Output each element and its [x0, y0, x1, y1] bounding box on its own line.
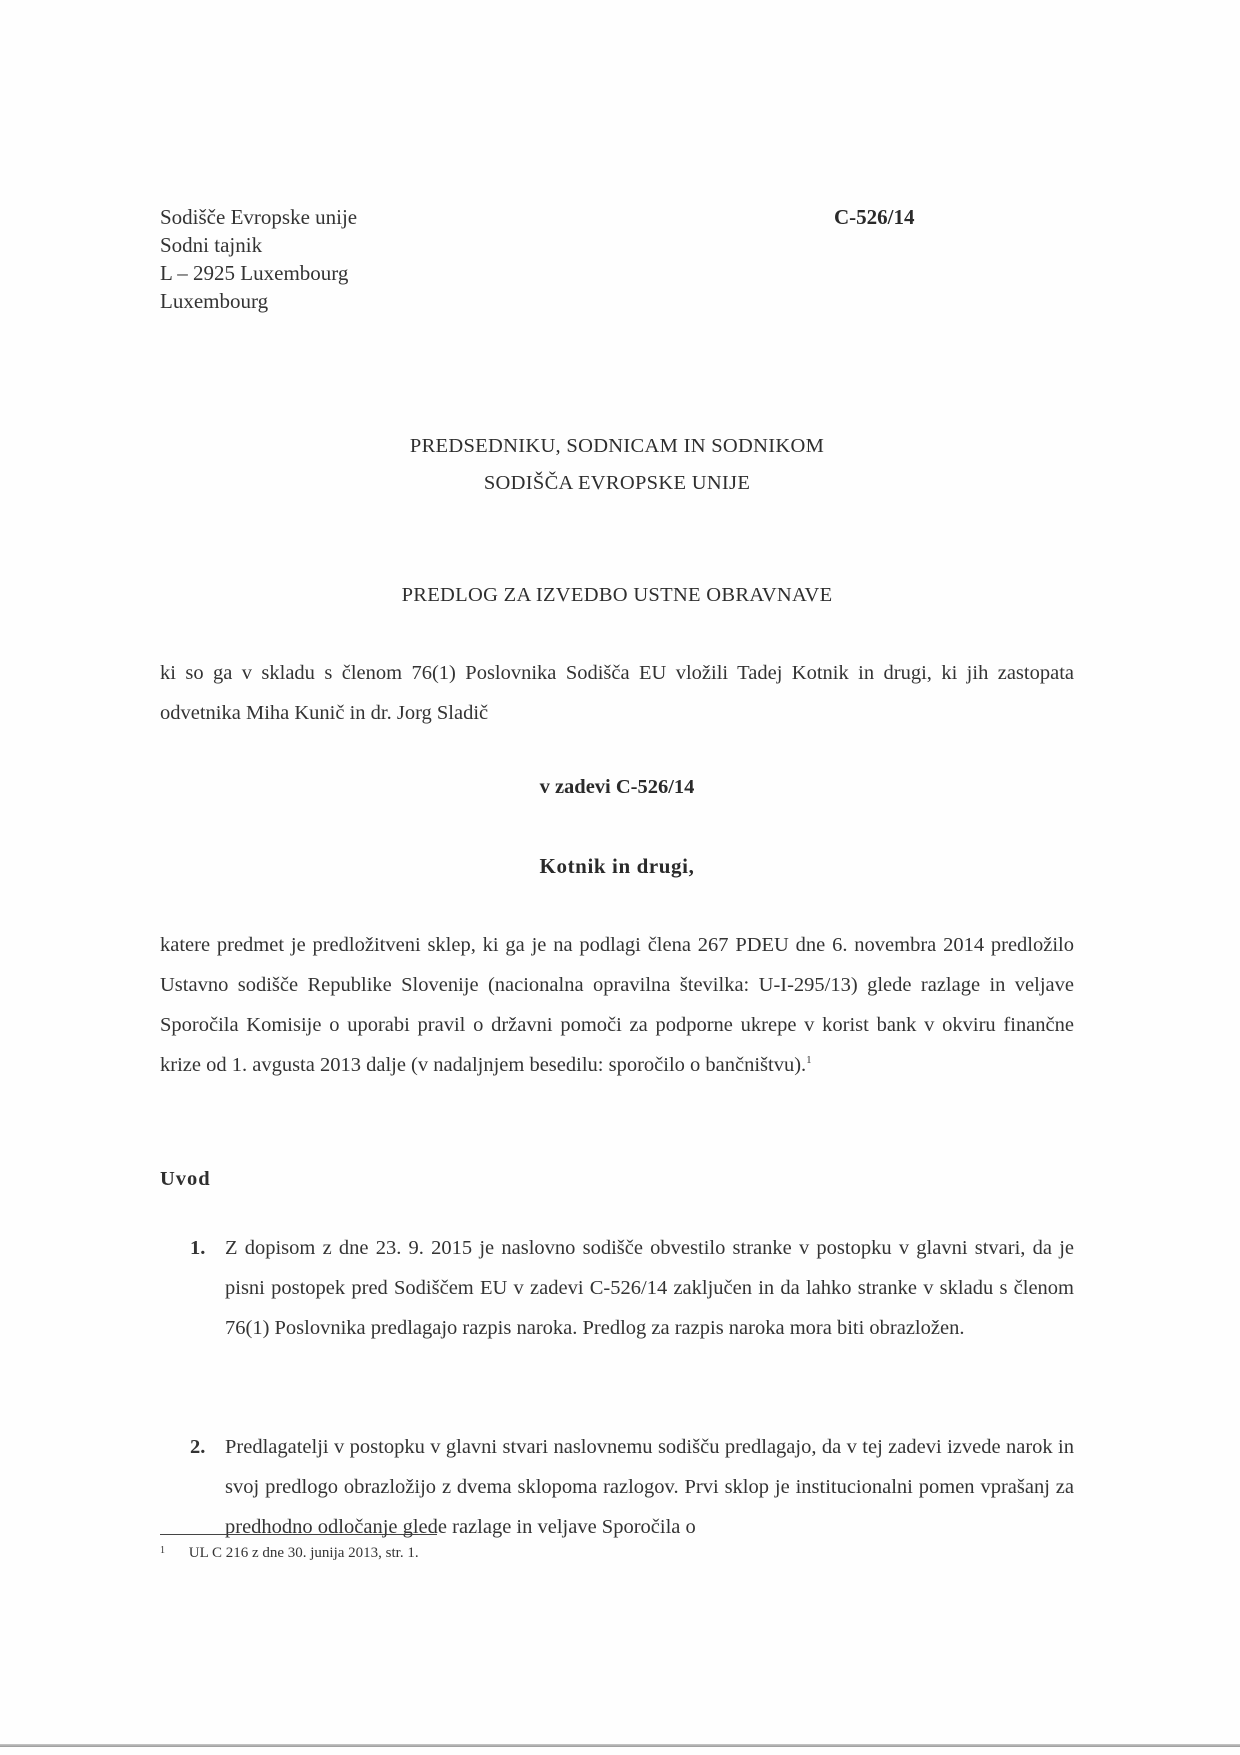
address-line: Luxembourg — [160, 289, 269, 313]
address-line: L – 2925 Luxembourg — [160, 261, 349, 285]
address-line: Sodišče Evropske unije — [160, 205, 358, 229]
subject-paragraph-text: katere predmet je predložitveni sklep, ki ga je na podlagi člena 267 PDEU dne 6. novembra 2014 predložilo Ustavno sodišče Republike Slovenije (nacionalna opravilna številka: U-I-295/13) glede razlage in veljave Sporočila Komisije o uporabi pravil o državni pomoči za podporne ukrepe v korist bank v okviru finančne krize od 1. avgusta 2013 dalje (v nadaljnjem besedilu: sporočilo o bančništvu). — [160, 934, 1074, 1076]
scan-edge-line — [0, 1744, 1240, 1747]
parties-line: Kotnik in drugi, — [539, 854, 695, 878]
footnote — [160, 1545, 419, 1562]
intro-paragraph: ki so ga v skladu s členom 76(1) Poslovnika Sodišča EU vložili Tadej Kotnik in drugi, ki jih zastopata odvetnika Miha Kunič in dr. Jorg Sladič — [160, 662, 1074, 724]
paragraph-number: 1. — [190, 1237, 206, 1259]
footnote-reference: 1 — [806, 1054, 812, 1067]
subject-paragraph — [160, 925, 1074, 1085]
addressee-line-1: PREDSEDNIKU, SODNICAM IN SODNIKOM — [409, 435, 825, 457]
document-title: PREDLOG ZA IZVEDBO USTNE OBRAVNAVE — [401, 584, 833, 606]
paragraph-text: Predlagatelji v postopku v glavni stvari naslovnemu sodišču predlagajo, da v tej zadevi izvede narok in svoj predlogo obrazložijo z dvema sklopoma razlogov. Prvi sklop je institucionalni pomen vprašanj za predhodno odločanje glede razlage in veljave Sporočila o — [225, 1436, 1074, 1538]
case-reference-line: v zadevi C-526/14 — [539, 776, 695, 798]
footnote-text: UL C 216 z dne 30. junija 2013, str. 1. — [188, 1545, 419, 1561]
address-line: Sodni tajnik — [160, 233, 263, 257]
paragraph-text: Z dopisom z dne 23. 9. 2015 je naslovno sodišče obvestilo stranke v postopku v glavni stvari, da je pisni postopek pred Sodiščem EU v zadevi C-526/14 zaključen in da lahko stranke v skladu s členom 76(1) Poslovnika predlagajo razpis naroka. Predlog za razpis naroka mora biti obrazložen. — [225, 1237, 1074, 1339]
footnote-separator — [160, 1534, 437, 1535]
court-address-block — [160, 203, 357, 315]
case-number-header: C-526/14 — [834, 205, 915, 229]
addressee-block — [160, 428, 1074, 502]
numbered-paragraph — [190, 1228, 1074, 1348]
section-heading: Uvod — [160, 1168, 211, 1190]
numbered-paragraph — [190, 1427, 1074, 1547]
paragraph-number: 2. — [190, 1436, 206, 1458]
addressee-line-2: SODIŠČA EVROPSKE UNIJE — [483, 472, 751, 494]
footnote-mark: 1 — [160, 1545, 165, 1556]
